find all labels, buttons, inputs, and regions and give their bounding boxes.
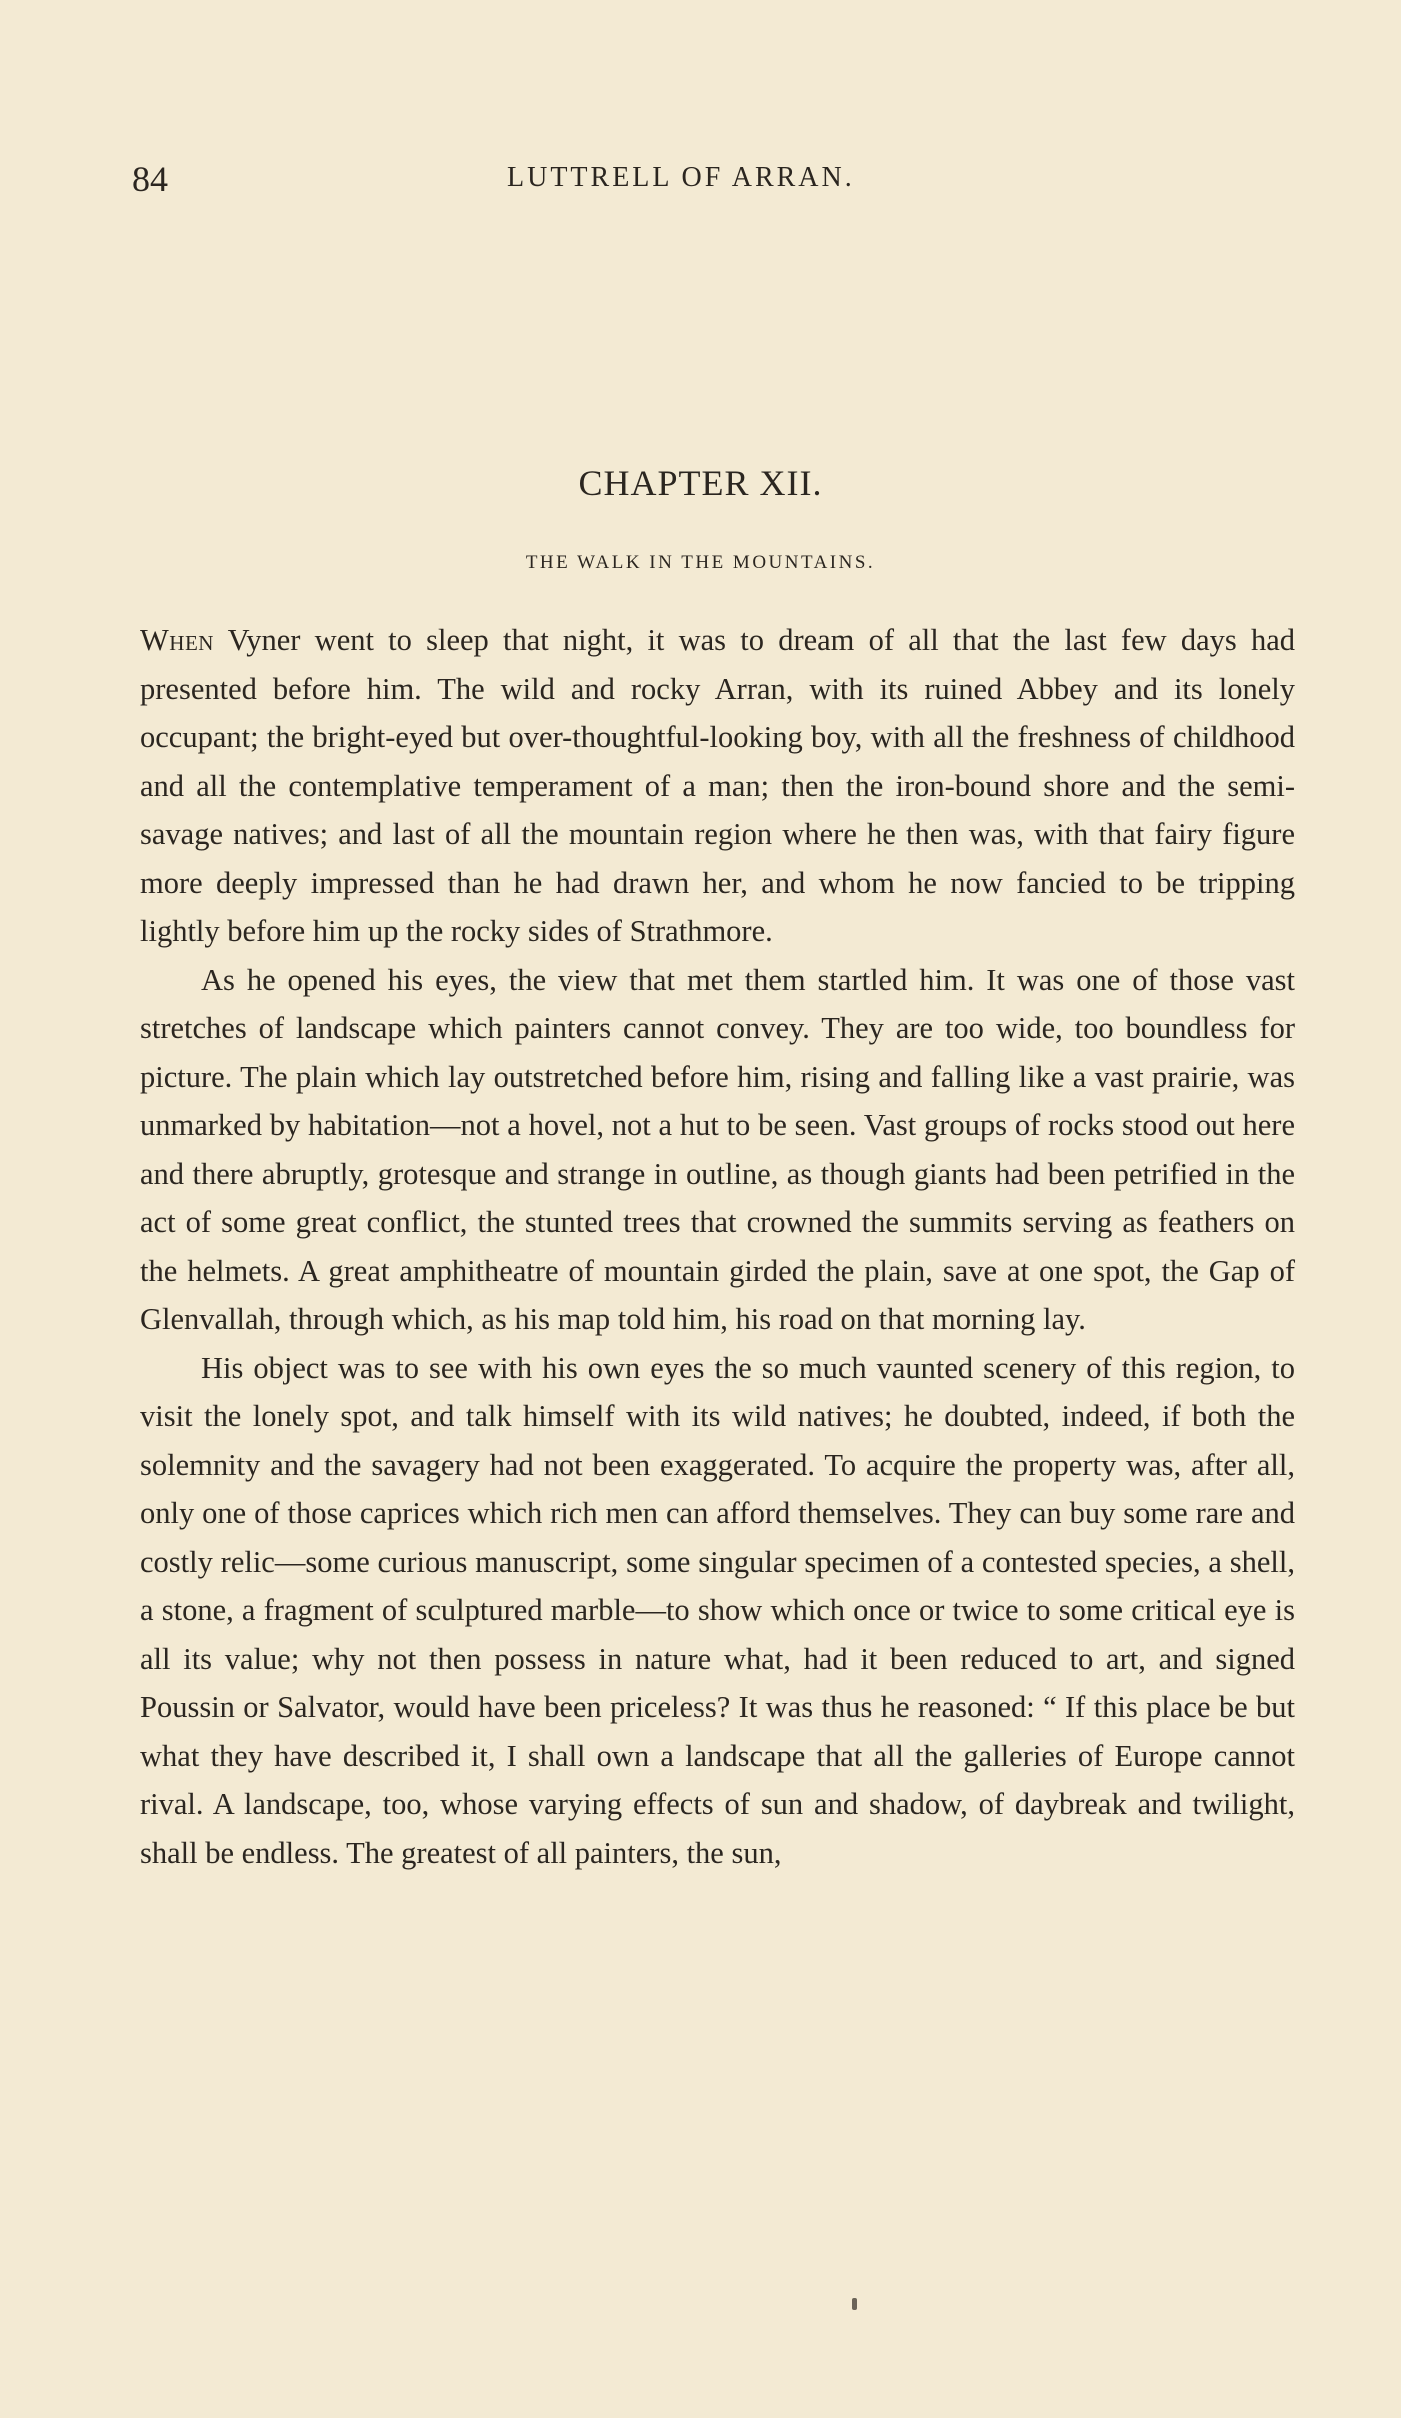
running-title: LUTTRELL OF ARRAN. bbox=[507, 162, 855, 193]
paragraph-1 bbox=[140, 616, 1295, 956]
ink-speck bbox=[852, 2298, 857, 2310]
paragraph-2: As he opened his eyes, the view that met them startled him. It was one of those vast stretches of landscape which painters cannot convey. They are too wide, too boundless for picture. The plain which lay outstretched before him, rising and falling like a vast prairie, was unmarked by habitation—not a hovel, not a hut to be seen. Vast groups of rocks stood out here and there abruptly, grotesque and strange in outline, as though giants had been petrified in the act of some great conflict, the stunted trees that crowned the summits serving as feathers on the helmets. A great amphitheatre of mountain girded the plain, save at one spot, the Gap of Glenvallah, through which, as his map told him, his road on that morning lay. bbox=[140, 962, 1295, 1336]
chapter-title: CHAPTER XII. bbox=[578, 463, 823, 503]
opening-word: When bbox=[140, 623, 214, 657]
paragraph-3: His object was to see with his own eyes the so much vaunted scenery of this region, to visit the lonely spot, and talk himself with its wild natives; he doubted, indeed, if both the solemnity and the savagery had not been exaggerated. To acquire the property was, after all, only one of those caprices which rich men can afford themselves. They can buy some rare and costly relic—some curious manuscript, some singular specimen of a contested species, a shell, a stone, a fragment of sculptured marble—to show which once or twice to some critical eye is all its value; why not then possess in nature what, had it been reduced to art, and signed Poussin or Salvator, would have been priceless? It was thus he reasoned: “ If this place be but what they have described it, I shall own a landscape that all the galleries of Europe cannot rival. A landscape, too, whose varying effects of sun and shadow, of daybreak and twilight, shall be endless. The greatest of all painters, the sun, bbox=[140, 1350, 1295, 1870]
paragraph-1-text: Vyner went to sleep that night, it was to dream of all that the last few days had presented before him. The wild and rocky Arran, with its ruined Abbey and its lonely occupant; the bright-eyed but over-thoughtful-looking boy, with all the freshness of childhood and all the contemplative temperament of a man; then the iron-bound shore and the semi-savage natives; and last of all the mountain region where he then was, with that fairy figure more deeply impressed than he had drawn her, and whom he now fancied to be tripping lightly before him up the rocky sides of Strathmore. bbox=[140, 623, 1295, 948]
body-text bbox=[140, 616, 1295, 1877]
chapter-subtitle: THE WALK IN THE MOUNTAINS. bbox=[525, 552, 876, 573]
running-head bbox=[132, 158, 1292, 208]
page-number: 84 bbox=[132, 159, 168, 199]
